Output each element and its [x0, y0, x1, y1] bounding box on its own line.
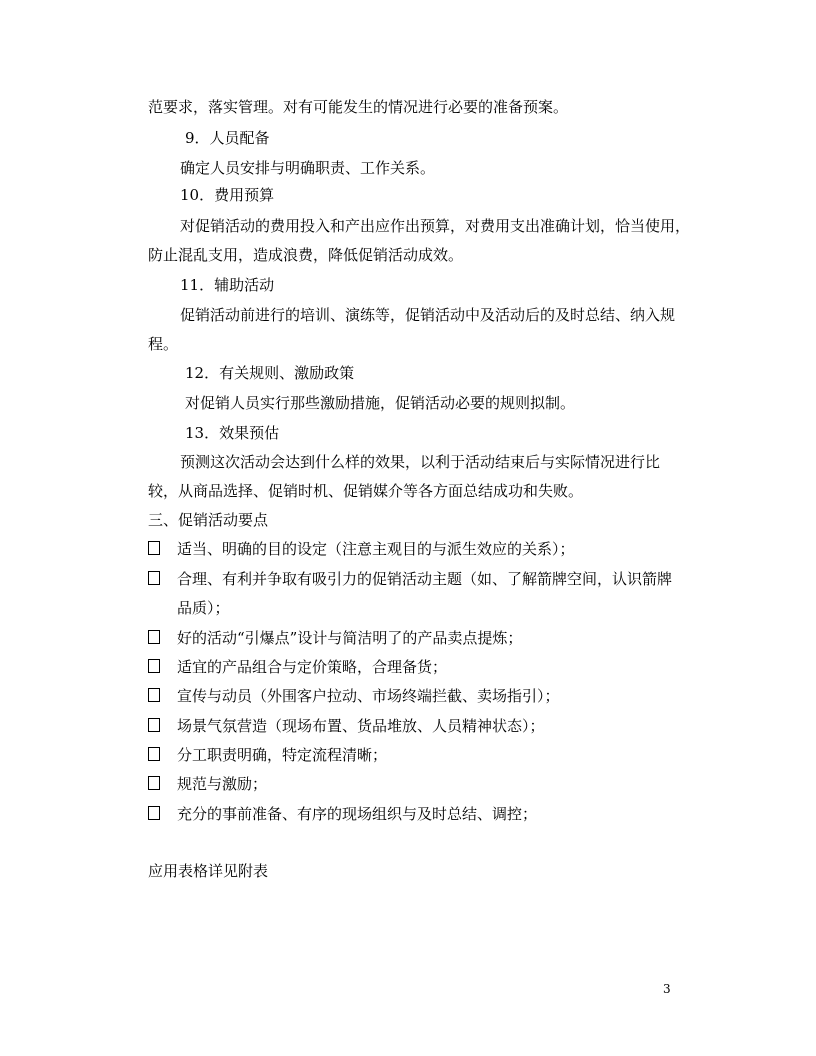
paragraph-line: 范要求，落实管理。对有可能发生的情况进行必要的准备预案。 [148, 98, 569, 116]
bullet-box-icon [148, 541, 160, 555]
list-item: 充分的事前准备、有序的现场组织与及时总结、调控； [177, 805, 538, 823]
paragraph-line: 较，从商品选择、促销时机、促销媒介等各方面总结成功和失败。 [148, 482, 584, 500]
section-heading: 12．有关规则、激励政策 [185, 364, 355, 382]
bullet-box-icon [148, 688, 160, 702]
bullet-box-icon [148, 718, 160, 732]
list-item: 宣传与动员（外围客户拉动、市场终端拦截、卖场指引）； [177, 687, 560, 705]
list-item: 适宜的产品组合与定价策略，合理备货； [177, 658, 448, 676]
list-item: 规范与激励； [177, 775, 268, 793]
bullet-box-icon [148, 571, 160, 585]
paragraph-line: 确定人员安排与明确职责、工作关系。 [180, 159, 436, 177]
page-number: 3 [663, 982, 671, 996]
bullet-box-icon [148, 776, 160, 790]
bullet-box-icon [148, 659, 160, 673]
bullet-box-icon [148, 630, 160, 644]
section-heading: 13．效果预估 [185, 424, 280, 442]
section-heading: 10．费用预算 [180, 186, 275, 204]
paragraph-line: 程。 [148, 335, 179, 353]
paragraph-line: 防止混乱支用，造成浪费，降低促销活动成效。 [148, 246, 464, 264]
list-item: 合理、有利并争取有吸引力的促销活动主题（如、了解箭牌空间，认识箭牌 [177, 570, 673, 588]
paragraph-line: 预测这次活动会达到什么样的效果，以利于活动结束后与实际情况进行比 [180, 453, 661, 471]
footer-note: 应用表格详见附表 [148, 862, 269, 880]
section-heading: 9．人员配备 [185, 129, 270, 147]
list-item: 场景气氛营造（现场布置、货品堆放、人员精神状态）； [177, 717, 545, 735]
paragraph-line: 促销活动前进行的培训、演练等，促销活动中及活动后的及时总结、纳入规 [180, 306, 676, 324]
list-item-continuation: 品质）； [177, 599, 230, 617]
list-item: 好的活动“引爆点”设计与简洁明了的产品卖点提炼； [177, 629, 523, 647]
bullet-box-icon [148, 747, 160, 761]
paragraph-line: 对促销人员实行那些激励措施，促销活动必要的规则拟制。 [185, 394, 576, 412]
bullet-box-icon [148, 806, 160, 820]
paragraph-line: 对促销活动的费用投入和产出应作出预算，对费用支出准确计划，恰当使用， [180, 217, 691, 235]
section-heading: 三、促销活动要点 [148, 511, 269, 529]
list-item: 分工职责明确，特定流程清晰； [177, 746, 388, 764]
section-heading: 11．辅助活动 [180, 276, 275, 294]
list-item: 适当、明确的目的设定（注意主观目的与派生效应的关系）； [177, 540, 575, 558]
